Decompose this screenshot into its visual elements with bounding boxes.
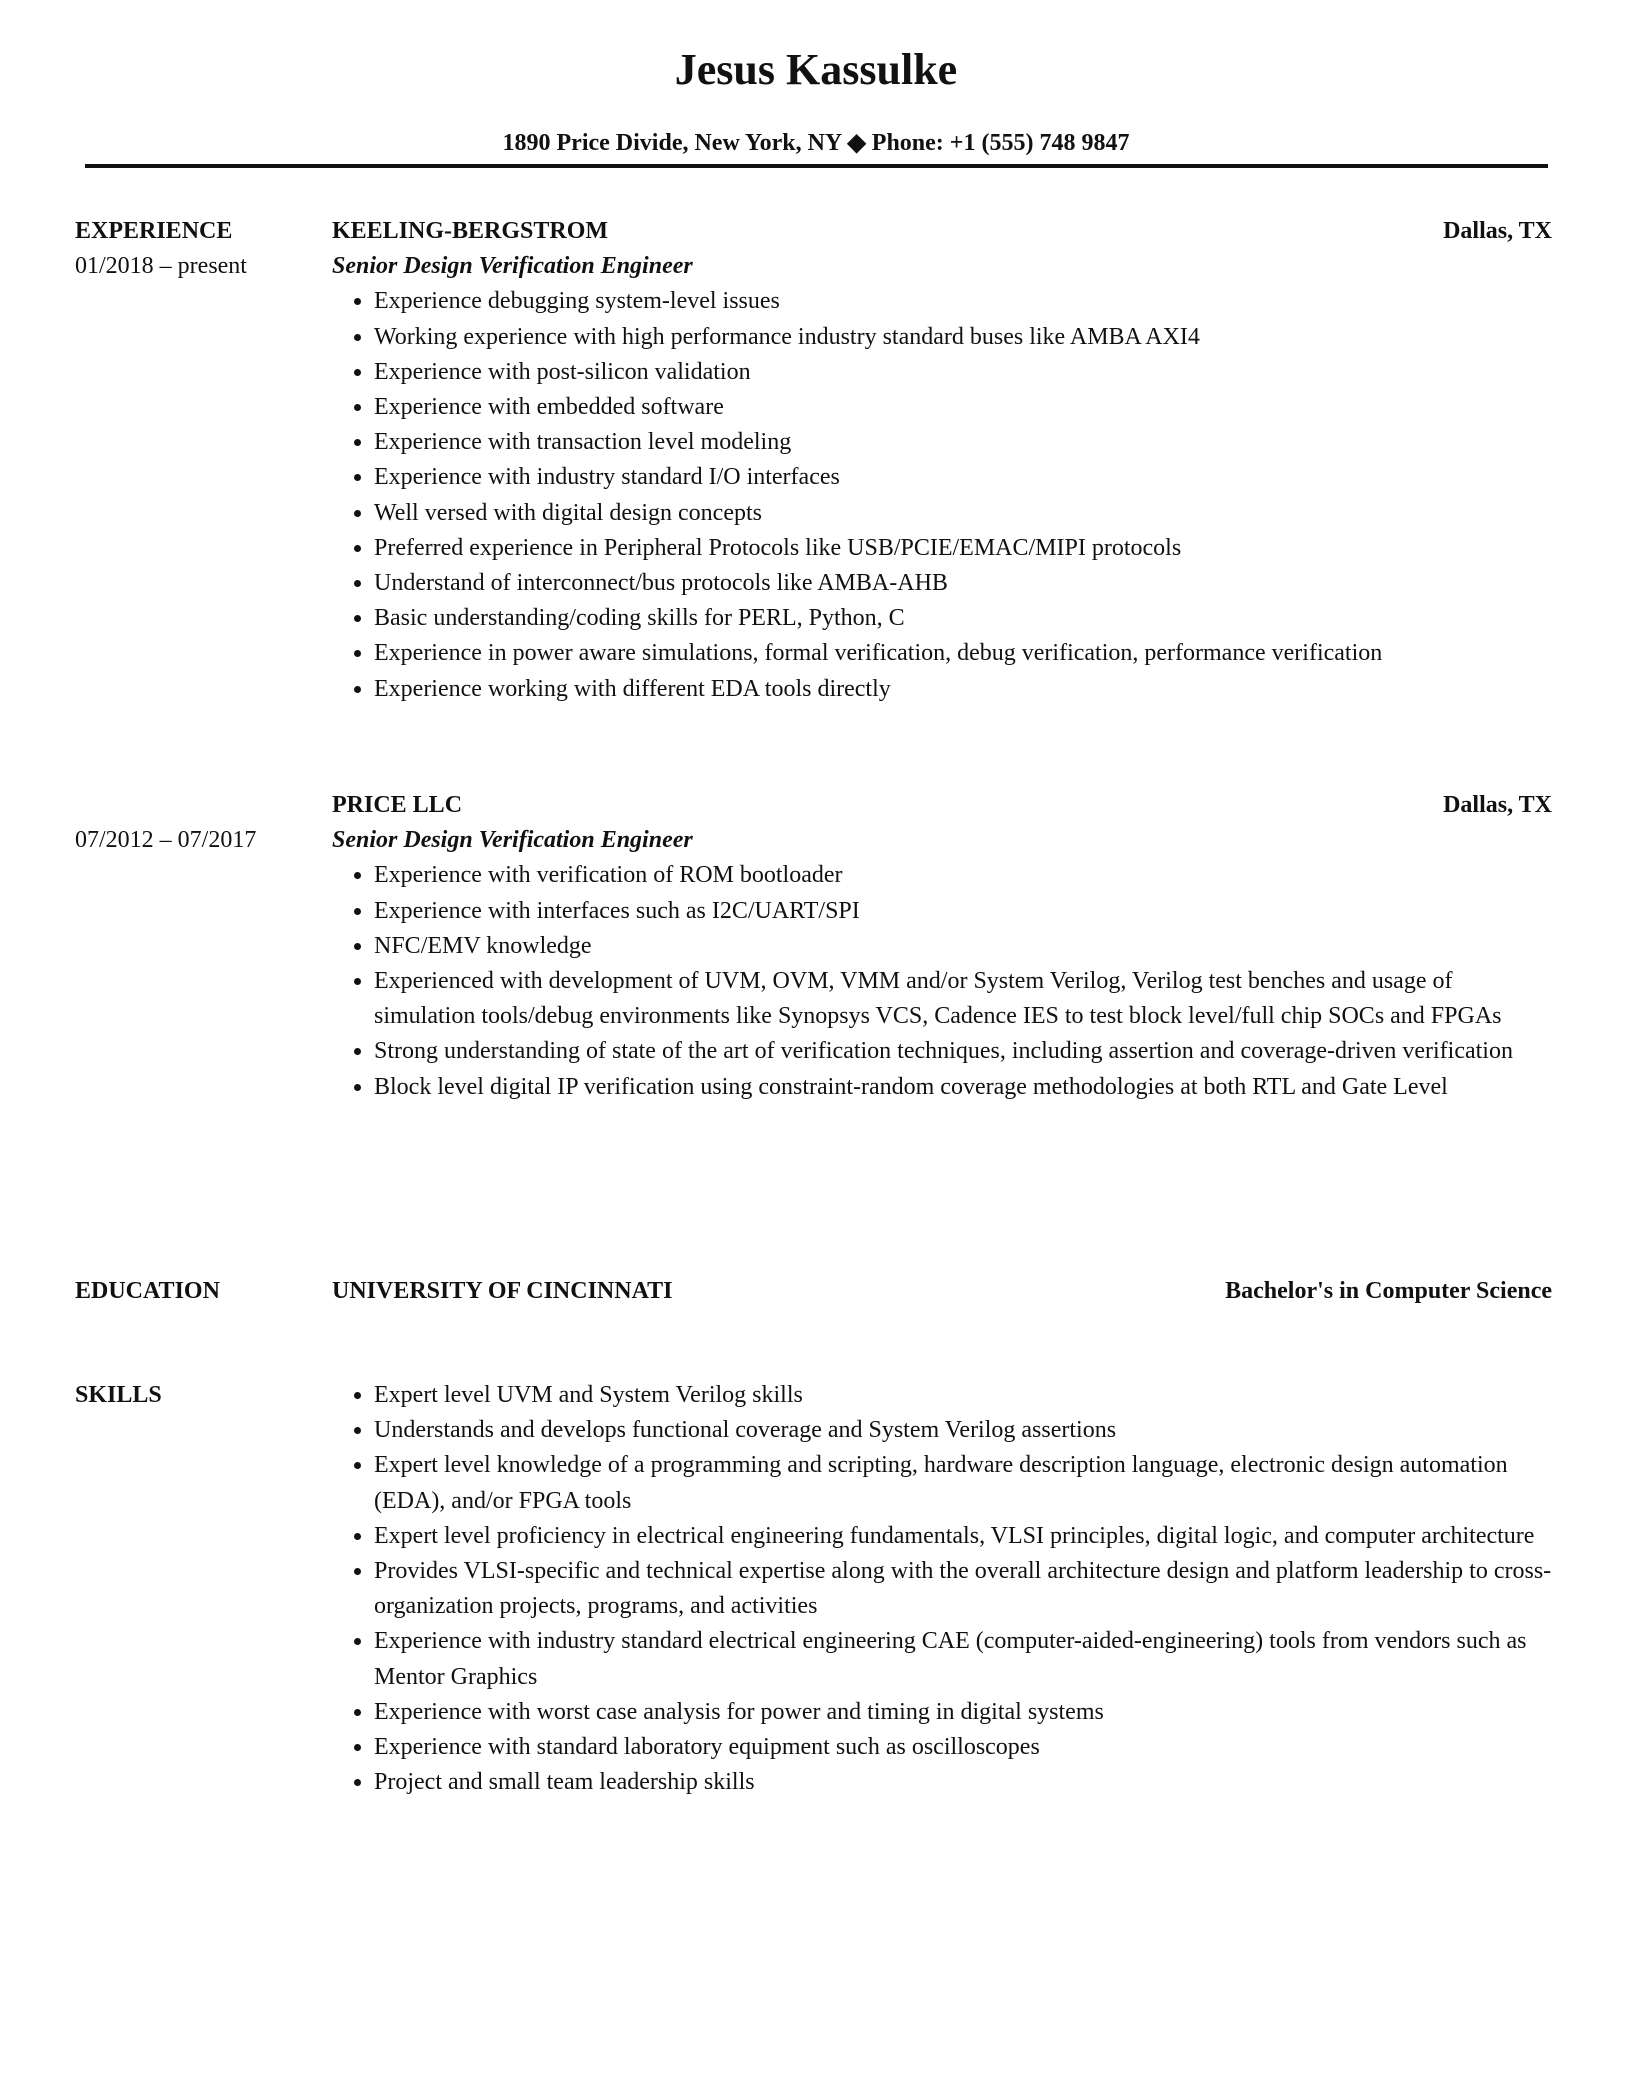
list-item: • Expert level knowledge of a programming and scripting, hardware description language, electronic design automation (EDA), and/or FPGA tools (374, 1448, 1552, 1518)
job-dates: 01/2018 – present (75, 253, 247, 279)
list-item: • Block level digital IP verification using constraint-random coverage methodologies at both RTL and Gate Level (374, 1070, 1552, 1105)
job-title: Senior Design Verification Engineer (332, 253, 693, 280)
section-label-education: EDUCATION (75, 1278, 220, 1304)
list-item: • Understands and develops functional coverage and System Verilog assertions (374, 1413, 1552, 1448)
candidate-name: Jesus Kassulke (674, 45, 958, 94)
list-item: • Experienced with development of UVM, OVM, VMM and/or System Verilog, Verilog test benches and usage of simulation tools/debug environments like Synopsys VCS, Cadence IES to test block level/full chip SOCs and FPGAs (374, 964, 1552, 1034)
list-item: • Working experience with high performance industry standard buses like AMBA AXI4 (374, 320, 1552, 355)
list-item: • Strong understanding of state of the art of verification techniques, including assertion and coverage-driven verification (374, 1034, 1552, 1069)
list-item: • Experience in power aware simulations, formal verification, debug verification, performance verification (374, 636, 1552, 671)
job-bullets (332, 858, 1552, 1104)
list-item: • Preferred experience in Peripheral Protocols like USB/PCIE/EMAC/MIPI protocols (374, 531, 1552, 566)
company-name: PRICE LLC (332, 792, 463, 818)
section-label-experience: EXPERIENCE (75, 218, 233, 244)
education-section (75, 1274, 1552, 1309)
list-item: • Provides VLSI-specific and technical expertise along with the overall architecture design and platform leadership to cross-organization projects, programs, and activities (374, 1554, 1552, 1624)
list-item: • Experience with embedded software (374, 390, 1552, 425)
job-title: Senior Design Verification Engineer (332, 827, 693, 854)
list-item: • Basic understanding/coding skills for PERL, Python, C (374, 601, 1552, 636)
list-item: • Experience with verification of ROM bootloader (374, 858, 1552, 893)
list-item: • Expert level proficiency in electrical engineering fundamentals, VLSI principles, digital logic, and computer architecture (374, 1519, 1552, 1554)
job-dates: 07/2012 – 07/2017 (75, 827, 257, 853)
list-item: • Experience with post-silicon validation (374, 355, 1552, 390)
list-item: • Project and small team leadership skills (374, 1765, 1552, 1800)
list-item: • NFC/EMV knowledge (374, 929, 1552, 964)
contact-line: 1890 Price Divide, New York, NY ◆ Phone: +1 (555) 748 9847 (502, 130, 1130, 156)
school-name: UNIVERSITY OF CINCINNATI (332, 1278, 673, 1304)
skills-list (332, 1378, 1552, 1800)
degree: Bachelor's in Computer Science (1225, 1278, 1552, 1304)
list-item: • Understand of interconnect/bus protocols like AMBA-AHB (374, 566, 1552, 601)
section-label-skills: SKILLS (75, 1382, 162, 1408)
list-item: • Experience with worst case analysis for power and timing in digital systems (374, 1695, 1552, 1730)
list-item: • Experience with industry standard I/O interfaces (374, 460, 1552, 495)
list-item: • Experience with interfaces such as I2C/UART/SPI (374, 894, 1552, 929)
list-item: • Experience debugging system-level issues (374, 284, 1552, 319)
list-item: • Experience working with different EDA tools directly (374, 672, 1552, 707)
list-item: • Experience with industry standard electrical engineering CAE (computer-aided-engineering) tools from vendors such as Mentor Graphics (374, 1624, 1552, 1694)
job-location: Dallas, TX (1443, 792, 1552, 818)
experience-job-2 (75, 788, 1552, 1105)
job-bullets (332, 284, 1552, 706)
list-item: • Well versed with digital design concepts (374, 496, 1552, 531)
list-item: • Expert level UVM and System Verilog skills (374, 1378, 1552, 1413)
job-location: Dallas, TX (1443, 218, 1552, 244)
skills-section (75, 1378, 1552, 1800)
list-item: • Experience with standard laboratory equipment such as oscilloscopes (374, 1730, 1552, 1765)
experience-job-1 (75, 214, 1552, 707)
company-name: KEELING-BERGSTROM (332, 218, 609, 244)
header-divider (85, 164, 1548, 168)
list-item: • Experience with transaction level modeling (374, 425, 1552, 460)
